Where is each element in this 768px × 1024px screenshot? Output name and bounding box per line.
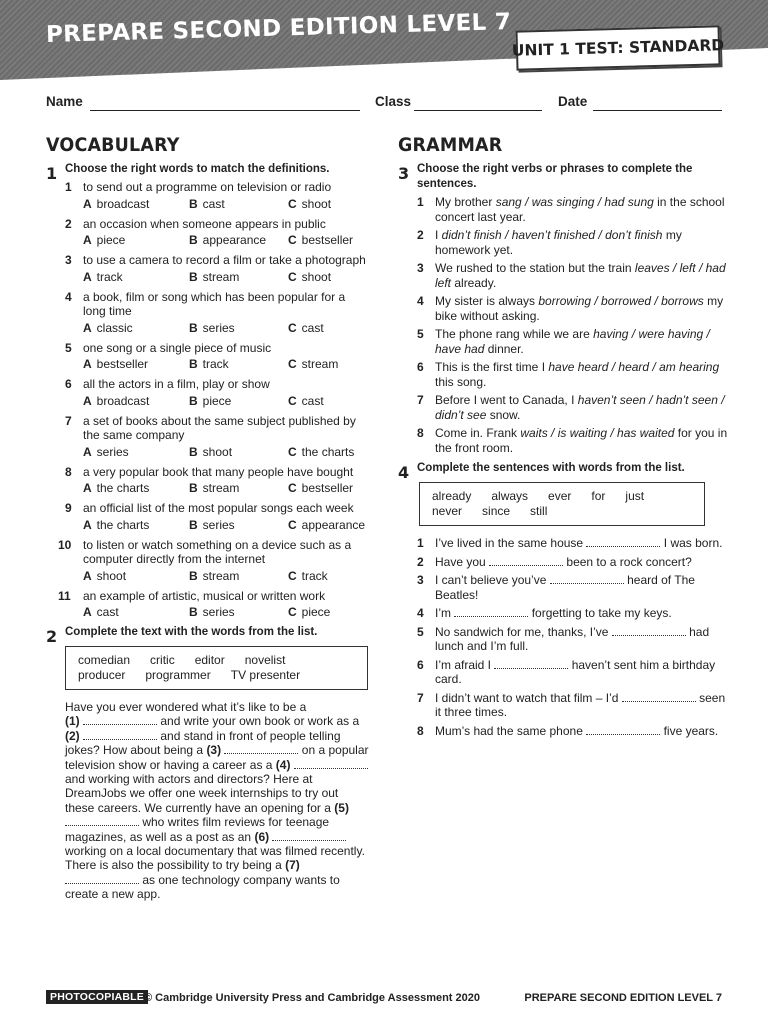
definition-text: to listen or watch something on a device such as a computer directly from the internet	[83, 537, 352, 566]
item-number: 8	[65, 464, 72, 479]
option-c[interactable]	[288, 270, 331, 284]
item-number: 3	[65, 253, 72, 267]
definition-item	[58, 537, 370, 567]
gap-label: (3)	[206, 743, 222, 758]
option-text: piece	[96, 233, 126, 247]
option-letter: B	[189, 269, 198, 284]
sentence-text: my homework yet.	[435, 228, 682, 257]
definition-text: a very popular book that many people have bought	[83, 464, 354, 479]
sentence-item	[417, 360, 728, 389]
option-text: track	[301, 568, 328, 583]
gap-2[interactable]	[83, 730, 157, 740]
option-text: the charts	[301, 444, 355, 459]
sentence-text: This is the first time I	[435, 360, 549, 374]
item-number: 6	[65, 377, 72, 391]
option-letter: C	[288, 444, 297, 459]
answer-gap[interactable]	[494, 659, 568, 669]
option-letter: B	[189, 320, 198, 335]
definition-item	[65, 180, 370, 195]
exercise-2	[46, 625, 370, 646]
option-a[interactable]	[83, 197, 149, 211]
word-list-item: critic	[150, 653, 175, 667]
option-b[interactable]	[189, 394, 231, 408]
class-label: Class	[375, 94, 412, 109]
sentence-item	[417, 426, 728, 455]
definition-text: a book, film or song which has been popular for a long time	[83, 289, 346, 318]
option-b[interactable]	[189, 321, 235, 335]
option-text: stream	[301, 357, 339, 371]
exercise-instruction: Complete the text with the words from the list.	[65, 626, 318, 638]
test-label-box	[511, 25, 725, 70]
grammar-heading: GRAMMAR	[398, 134, 503, 156]
answer-options	[83, 605, 370, 621]
grammar-column	[398, 134, 728, 742]
name-field[interactable]	[90, 110, 360, 111]
answer-gap[interactable]	[454, 607, 528, 617]
item-number: 4	[417, 294, 424, 308]
sentence-item	[417, 724, 728, 739]
name-label: Name	[46, 94, 83, 109]
item-number: 1	[417, 536, 424, 550]
word-list-item: ever	[548, 489, 572, 503]
option-a[interactable]	[83, 518, 149, 532]
option-letter: B	[189, 568, 198, 583]
sentence-item	[417, 536, 728, 551]
option-text: bestseller	[301, 233, 354, 247]
answer-options	[83, 569, 370, 585]
photocopiable-badge: PHOTOCOPIABLE	[46, 990, 148, 1004]
item-number: 2	[417, 228, 424, 242]
word-list-item: programmer	[145, 668, 211, 682]
answer-gap[interactable]	[586, 725, 660, 735]
word-list-box	[419, 482, 705, 526]
option-letter: B	[189, 517, 198, 532]
item-number: 1	[417, 195, 424, 209]
option-text: cast	[96, 605, 119, 619]
exercise-instruction: Choose the right words to match the definitions.	[65, 163, 330, 175]
item-number: 8	[417, 426, 424, 440]
option-text: bestseller	[96, 357, 149, 371]
option-letter: B	[189, 357, 198, 371]
item-number: 3	[417, 573, 424, 587]
answer-gap[interactable]	[612, 626, 686, 636]
option-c[interactable]	[288, 481, 353, 495]
word-list-item: just	[625, 489, 645, 503]
definition-text: a set of books about the same subject published by the same company	[83, 413, 356, 442]
word-list-box	[65, 646, 368, 690]
option-letter: B	[189, 605, 198, 619]
option-letter: A	[83, 357, 92, 371]
sentence-text: seen it three times.	[435, 690, 726, 719]
exercise-1	[46, 162, 370, 621]
definition-text: to use a camera to record a film or take a photograph	[83, 253, 366, 267]
option-text: cast	[301, 393, 324, 408]
option-c[interactable]	[288, 321, 324, 335]
option-text: shoot	[202, 444, 233, 459]
option-letter: C	[288, 517, 297, 532]
answer-options	[83, 518, 370, 534]
sentence-text: my bike without asking.	[435, 294, 724, 323]
word-list-item: already	[432, 489, 472, 503]
sentence-item	[417, 261, 728, 290]
option-a[interactable]	[83, 569, 126, 583]
definition-text: all the actors in a film, play or show	[83, 377, 270, 391]
item-number: 4	[417, 606, 424, 620]
sentence-text: heard of The Beatles!	[435, 573, 695, 602]
word-list-item: producer	[78, 668, 126, 682]
option-letter: A	[83, 605, 92, 619]
definition-item	[65, 501, 370, 516]
option-text: cast	[202, 196, 225, 211]
sentence-text: forgetting to take my keys.	[531, 606, 672, 620]
option-b[interactable]	[189, 357, 229, 371]
sentence-text: The phone rang while we are	[435, 327, 594, 341]
sentence-text: I’m	[435, 606, 451, 620]
answer-gap[interactable]	[622, 692, 696, 702]
sentence-text: I	[435, 228, 442, 242]
option-a[interactable]	[83, 481, 149, 495]
option-a[interactable]	[83, 357, 148, 371]
item-number: 2	[65, 216, 72, 231]
exercise-3	[398, 162, 728, 455]
word-list-item: always	[491, 489, 529, 503]
sentence-text: for you in the front room.	[435, 426, 728, 455]
option-letter: B	[189, 393, 198, 408]
gap-7[interactable]	[65, 874, 139, 884]
option-text: appearance	[301, 517, 366, 532]
sentence-text: already.	[451, 275, 497, 290]
option-b[interactable]	[189, 518, 235, 532]
option-text: stream	[202, 568, 240, 583]
sentence-text: Before I went to Canada, I	[435, 393, 578, 407]
item-number: 5	[417, 624, 424, 639]
option-letter: A	[83, 196, 92, 211]
item-number: 5	[417, 327, 424, 341]
sentence-item	[417, 658, 728, 687]
option-b[interactable]	[189, 605, 235, 619]
sentence-item	[417, 228, 728, 257]
sentence-text: We rushed to the station but the train	[435, 261, 635, 275]
item-number: 7	[417, 393, 424, 407]
option-text: the charts	[96, 517, 150, 532]
option-text: stream	[202, 481, 240, 495]
sentence-text: I’m afraid I	[435, 657, 492, 672]
item-number: 1	[65, 180, 72, 194]
answer-options	[83, 394, 370, 410]
verb-options[interactable]: have heard / heard / am hearing	[548, 360, 720, 374]
item-number: 6	[417, 360, 424, 374]
exercise-instruction: Complete the sentences with words from the list.	[417, 462, 685, 474]
sentence-text: had lunch and I’m full.	[435, 624, 710, 653]
option-letter: B	[189, 196, 198, 211]
footer-title: PREPARE SECOND EDITION LEVEL 7	[524, 992, 722, 1004]
word-list-item: for	[591, 489, 606, 503]
definition-item	[65, 253, 370, 268]
option-b[interactable]	[189, 270, 239, 284]
gap-label: (6)	[254, 829, 270, 844]
sentence-text: I was born.	[663, 536, 723, 550]
option-text: series	[202, 320, 235, 335]
option-a[interactable]	[83, 445, 129, 459]
word-list-item: novelist	[244, 653, 286, 667]
item-number: 2	[417, 554, 424, 569]
option-b[interactable]	[189, 233, 266, 247]
sentence-item	[417, 573, 728, 602]
gap-label: (7)	[285, 858, 300, 873]
option-letter: A	[83, 481, 92, 495]
option-letter: B	[189, 481, 198, 495]
sentence-item	[417, 195, 728, 224]
option-c[interactable]	[288, 569, 328, 583]
sentence-text: snow.	[486, 407, 521, 422]
sentence-item	[417, 555, 728, 570]
gap-1[interactable]	[83, 715, 157, 725]
option-text: series	[202, 605, 235, 619]
answer-gap[interactable]	[586, 537, 660, 547]
gap-label: (2)	[65, 728, 80, 743]
item-number: 6	[417, 657, 424, 672]
option-a[interactable]	[83, 233, 125, 247]
option-letter: B	[189, 444, 198, 459]
item-number: 7	[65, 413, 72, 428]
answer-options	[83, 270, 370, 286]
class-field[interactable]	[414, 110, 542, 111]
definition-text: an example of artistic, musical or written work	[83, 588, 326, 603]
exercise-number: 2	[46, 627, 58, 646]
sentence-text: five years.	[663, 723, 719, 738]
exercise-instruction: Choose the right verbs or phrases to complete the sentences.	[417, 163, 693, 190]
answer-gap[interactable]	[550, 574, 624, 584]
text-segment: and working with actors and directors? Here at DreamJobs we offer one week internships to try out these careers. We currently have an opening for a	[65, 772, 339, 815]
option-letter: A	[83, 444, 92, 459]
definition-text: to send out a programme on television or radio	[83, 180, 332, 194]
option-c[interactable]	[288, 605, 330, 619]
item-number: 5	[65, 340, 72, 355]
item-number: 7	[417, 690, 424, 705]
sentence-text: been to a rock concert?	[566, 554, 692, 569]
option-letter: A	[83, 233, 92, 247]
page-title: PREPARE SECOND EDITION LEVEL 7	[45, 9, 512, 48]
option-text: bestseller	[301, 481, 354, 495]
option-letter: C	[288, 605, 297, 619]
option-letter: B	[189, 233, 198, 247]
option-b[interactable]	[189, 569, 239, 583]
answer-options	[83, 481, 370, 497]
sentence-text: dinner.	[484, 341, 524, 356]
test-label: UNIT 1 TEST: STANDARD	[511, 36, 725, 60]
word-list-item: still	[530, 504, 548, 518]
word-list-item: since	[482, 504, 511, 518]
text-segment: on a popular television show or having a career as a	[65, 743, 369, 772]
sentence-text: I can’t believe you’ve	[435, 573, 547, 587]
student-fields	[46, 94, 722, 114]
verb-options[interactable]: borrowing / borrowed / borrows	[538, 294, 704, 308]
footer	[46, 990, 722, 1006]
option-letter: C	[288, 481, 297, 495]
option-c[interactable]	[288, 233, 353, 247]
sentence-item	[417, 625, 728, 654]
option-letter: C	[288, 196, 297, 211]
gap-label: (4)	[275, 757, 291, 772]
option-text: shoot	[301, 269, 332, 284]
date-field[interactable]	[593, 110, 722, 111]
text-segment: as one technology company wants to create a new app.	[65, 872, 340, 902]
text-segment: and stand in front of people telling jokes? How about being a	[65, 728, 341, 758]
sentence-item	[417, 606, 728, 621]
option-letter: A	[83, 517, 92, 532]
option-text: broadcast	[96, 393, 150, 408]
copyright-text: © Cambridge University Press and Cambridge Assessment 2020	[144, 992, 480, 1004]
definition-item	[65, 414, 370, 443]
vocabulary-column	[46, 134, 370, 902]
verb-options[interactable]: leaves / left / had left	[435, 261, 726, 290]
definition-item	[65, 341, 370, 356]
gap-label: (1)	[65, 714, 80, 729]
option-letter: A	[83, 568, 92, 583]
option-letter: C	[288, 568, 297, 583]
text-segment: working on a local documentary that was filmed recently. There is also the possibility to try being a	[65, 844, 365, 873]
sentence-text: No sandwich for me, thanks, I’ve	[435, 624, 609, 639]
exercise-number: 1	[46, 164, 58, 183]
definition-item	[65, 290, 370, 319]
answer-options	[83, 321, 370, 337]
definition-item	[58, 588, 370, 604]
exercise-number: 3	[398, 164, 410, 183]
gap-fill-text	[65, 700, 370, 902]
gap-5[interactable]	[65, 816, 139, 826]
gap-4[interactable]	[294, 759, 368, 769]
option-letter: A	[83, 269, 92, 284]
gap-label: (5)	[334, 800, 349, 815]
definition-item	[65, 465, 370, 480]
option-b[interactable]	[189, 445, 232, 459]
sentence-item	[417, 294, 728, 323]
option-c[interactable]	[288, 394, 324, 408]
answer-options	[83, 445, 370, 461]
definition-text: an official list of the most popular songs each week	[83, 501, 354, 515]
option-b[interactable]	[189, 481, 239, 495]
verb-options[interactable]: sang / was singing / had sung	[495, 195, 654, 209]
sentence-text: My brother	[435, 195, 496, 209]
option-text: shoot	[301, 196, 332, 211]
sentence-text: I didn’t want to watch that film – I’d	[435, 690, 619, 705]
option-letter: C	[288, 320, 297, 335]
gap-3[interactable]	[224, 744, 298, 754]
option-letter: C	[288, 269, 297, 284]
sentence-text: Come in. Frank	[435, 426, 521, 440]
definition-item	[65, 377, 370, 392]
verb-options[interactable]: having / were having / have had	[435, 327, 710, 356]
sentence-text: in the school concert last year.	[435, 195, 725, 224]
answer-options	[83, 197, 370, 213]
option-text: the charts	[96, 481, 150, 495]
sentence-text: Have you	[435, 554, 486, 569]
option-text: series	[202, 517, 235, 532]
word-list-item: comedian	[78, 653, 131, 667]
exercise-number: 4	[398, 463, 410, 482]
sentence-item	[417, 327, 728, 356]
option-text: shoot	[96, 568, 127, 583]
sentence-text: I’ve lived in the same house	[435, 536, 584, 550]
sentence-text: haven’t sent him a birthday card.	[435, 657, 716, 686]
option-a[interactable]	[83, 321, 133, 335]
item-number: 11	[58, 588, 71, 603]
definition-text: one song or a single piece of music	[83, 340, 272, 355]
word-list-item: TV presenter	[230, 668, 301, 682]
answer-options	[83, 357, 370, 373]
gap-6[interactable]	[272, 831, 346, 841]
definition-text: an occasion when someone appears in public	[83, 216, 326, 231]
option-text: broadcast	[96, 196, 150, 211]
answer-gap[interactable]	[489, 556, 563, 566]
sentence-text: My sister is always	[435, 294, 539, 308]
exercise-4	[398, 461, 728, 738]
option-letter: C	[288, 357, 297, 371]
word-list-item: never	[432, 504, 463, 518]
option-a[interactable]	[83, 394, 149, 408]
option-text: track	[96, 269, 123, 284]
text-segment: who writes film reviews for teenage magazines, as well as a post as an	[65, 815, 330, 844]
option-a[interactable]	[83, 270, 123, 284]
option-text: stream	[202, 269, 240, 284]
answer-options	[83, 233, 370, 249]
sentence-item	[417, 393, 728, 422]
item-number: 4	[65, 289, 72, 304]
vocabulary-heading: VOCABULARY	[46, 134, 180, 156]
option-letter: A	[83, 320, 92, 335]
sentence-item	[417, 691, 728, 720]
verb-options[interactable]: haven’t seen / hadn’t seen / didn’t see	[435, 393, 725, 422]
option-c[interactable]	[288, 518, 365, 532]
option-c[interactable]	[288, 445, 354, 459]
text-segment: Have you ever wondered what it’s like to be a	[65, 700, 307, 714]
option-text: classic	[96, 320, 133, 335]
word-list-item: editor	[194, 653, 225, 667]
sentence-text: Mum’s had the same phone	[435, 723, 583, 738]
option-c[interactable]	[288, 357, 338, 371]
option-b[interactable]	[189, 197, 225, 211]
item-number: 9	[65, 501, 72, 515]
option-c[interactable]	[288, 197, 331, 211]
option-text: piece	[202, 393, 232, 408]
option-text: appearance	[202, 233, 267, 247]
date-label: Date	[558, 94, 588, 109]
option-text: cast	[301, 320, 324, 335]
option-a[interactable]	[83, 605, 119, 619]
option-text: piece	[301, 605, 331, 619]
option-letter: A	[83, 393, 92, 408]
verb-options[interactable]: didn’t finish / haven’t finished / don’t finish	[441, 228, 663, 242]
option-text: series	[96, 444, 129, 459]
definition-item	[65, 217, 370, 232]
option-text: track	[202, 357, 229, 371]
item-number: 3	[417, 261, 424, 275]
verb-options[interactable]: waits / is waiting / has waited	[520, 426, 675, 440]
item-number: 10	[58, 537, 72, 552]
item-number: 8	[417, 723, 424, 738]
option-letter: C	[288, 233, 297, 247]
text-segment: and write your own book or work as a	[160, 714, 360, 729]
sentence-text: this song.	[435, 374, 487, 389]
option-letter: C	[288, 393, 297, 408]
